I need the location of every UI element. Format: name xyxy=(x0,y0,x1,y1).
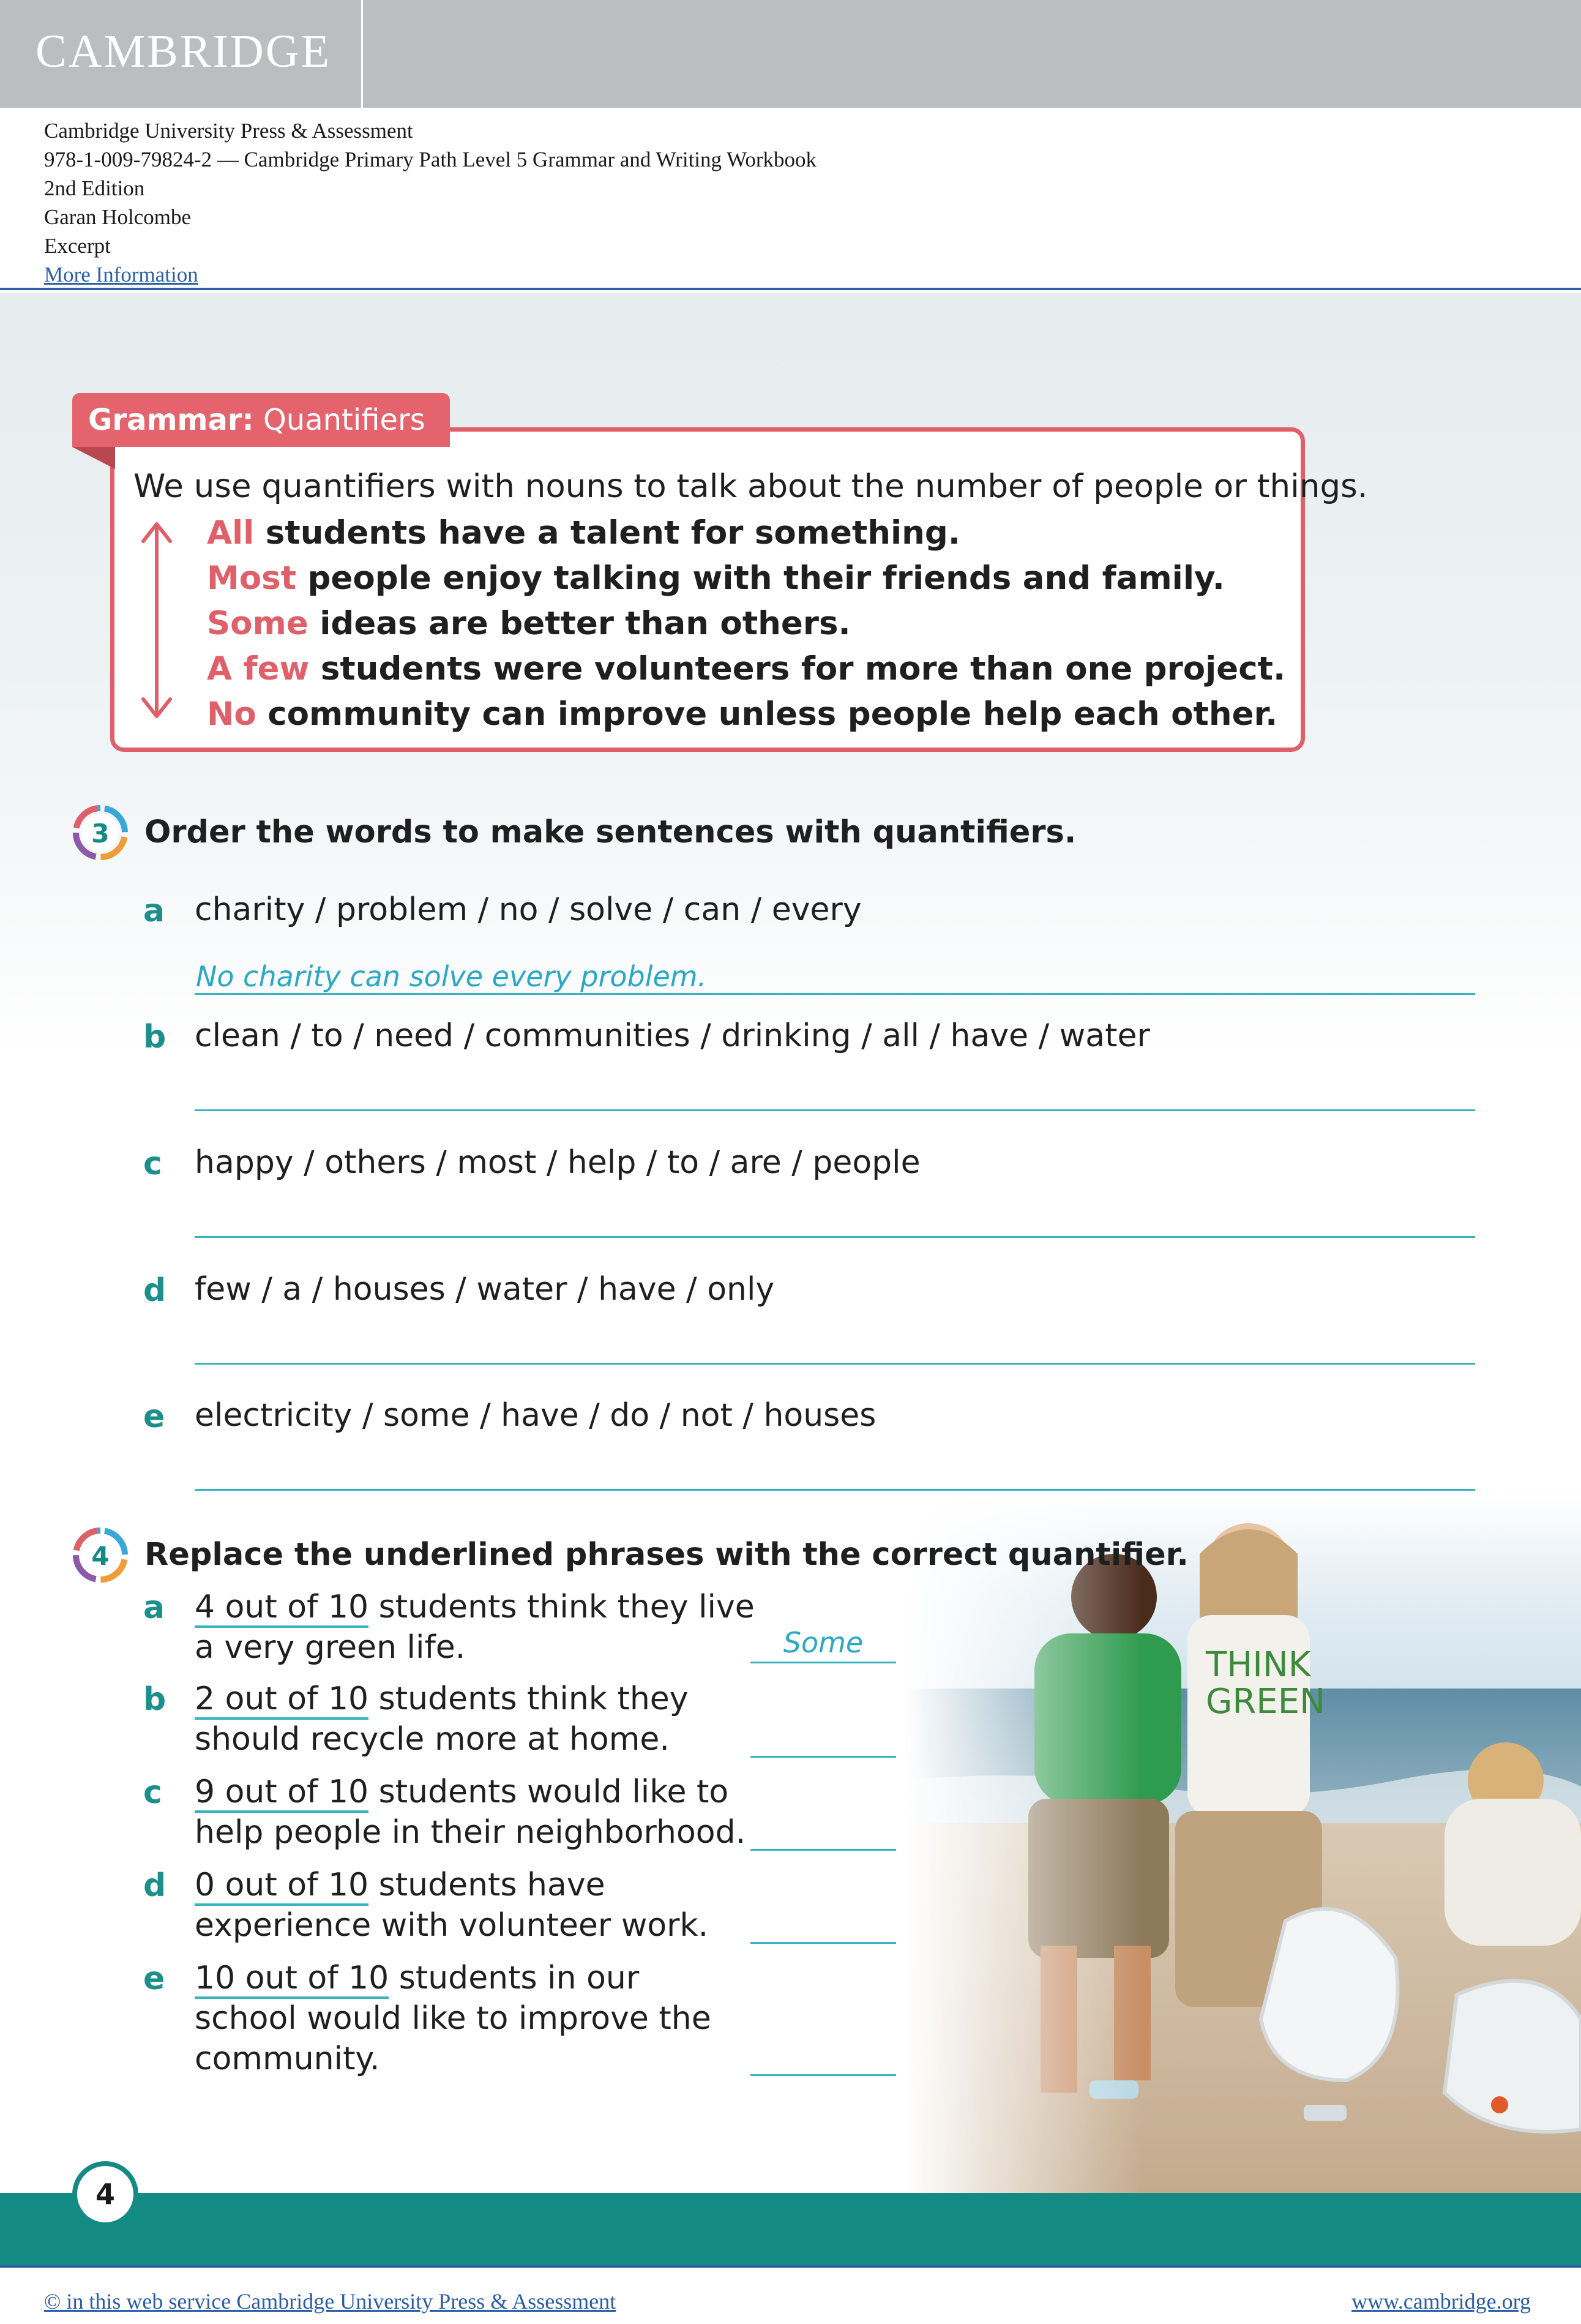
quantifier: No xyxy=(207,695,256,733)
word-prompt: electricity / some / have / do / not / houses xyxy=(195,1397,876,1434)
example-text: students were volunteers for more than one project. xyxy=(309,650,1286,688)
answer-line[interactable] xyxy=(195,1363,1475,1365)
item-text: a very green life. xyxy=(195,1629,466,1666)
workbook-page xyxy=(0,293,1581,2193)
word-prompt: clean / to / need / communities / drinking / all / have / water xyxy=(195,1018,1150,1054)
item-letter: d xyxy=(143,1867,166,1904)
answer-text[interactable]: No charity can solve every problem. xyxy=(196,960,707,993)
grammar-tab-fold xyxy=(72,447,115,469)
item-letter: e xyxy=(143,1960,165,1997)
underlined-phrase: 4 out of 10 xyxy=(195,1589,368,1628)
grammar-example xyxy=(207,695,1277,733)
underlined-phrase: 10 out of 10 xyxy=(195,1960,389,1999)
item-text: students would like to xyxy=(368,1774,729,1810)
beach-cleanup-photo xyxy=(906,1493,1581,2193)
word-prompt: charity / problem / no / solve / can / every xyxy=(195,891,862,928)
item-text: students think they xyxy=(368,1681,689,1717)
answer-line[interactable] xyxy=(195,1109,1475,1111)
answer-text[interactable]: Some xyxy=(783,1626,864,1659)
quantifier: A few xyxy=(207,650,310,688)
example-text: people enjoy talking with their friends and family. xyxy=(296,560,1225,597)
exercise-number: 3 xyxy=(91,819,110,849)
item-letter: b xyxy=(143,1681,166,1718)
answer-line[interactable] xyxy=(750,1662,896,1663)
item-letter: a xyxy=(143,893,165,929)
item-text: students think they live xyxy=(368,1589,755,1625)
exercise-4-title: Replace the underlined phrases with the correct quantifier. xyxy=(144,1537,1189,1573)
book-metadata xyxy=(44,116,817,289)
answer-line[interactable] xyxy=(750,1942,896,1944)
replace-item xyxy=(195,1679,689,1760)
quantifier: All xyxy=(207,514,255,552)
publisher-name: Cambridge University Press & Assessment xyxy=(44,119,413,143)
replace-item xyxy=(195,1772,746,1853)
publisher-header-bar xyxy=(0,0,1581,108)
header-rule xyxy=(0,288,1581,290)
item-letter: d xyxy=(143,1272,166,1309)
more-information-link[interactable]: More Information xyxy=(44,263,198,287)
grammar-example xyxy=(207,514,960,552)
replace-item xyxy=(195,1958,711,2079)
grammar-example xyxy=(207,560,1225,597)
item-letter: c xyxy=(143,1145,162,1182)
word-prompt: few / a / houses / water / have / only xyxy=(195,1271,775,1308)
cambridge-logo: CAMBRIDGE xyxy=(36,26,332,77)
grammar-intro: We use quantifiers with nouns to talk about the number of people or things. xyxy=(133,468,1368,505)
author: Garan Holcombe xyxy=(44,205,192,229)
item-letter: c xyxy=(143,1774,162,1811)
item-text: experience with volunteer work. xyxy=(195,1907,709,1944)
grammar-example xyxy=(207,650,1285,688)
answer-line[interactable] xyxy=(750,2074,896,2076)
replace-item xyxy=(195,1587,755,1668)
grammar-topic: Quantifiers xyxy=(253,403,425,437)
quantifier: Most xyxy=(207,560,297,597)
grammar-example xyxy=(207,605,851,642)
grammar-tab xyxy=(72,393,450,447)
double-arrow-icon xyxy=(138,519,175,721)
exercise-number: 4 xyxy=(91,1541,110,1571)
answer-line[interactable] xyxy=(750,1849,896,1851)
edition: 2nd Edition xyxy=(44,176,145,200)
exercise-number-icon xyxy=(71,1526,130,1584)
item-text: should recycle more at home. xyxy=(195,1721,670,1758)
cambridge-website-link[interactable]: www.cambridge.org xyxy=(1351,2289,1531,2314)
quantifier: Some xyxy=(207,605,308,642)
answer-line[interactable] xyxy=(750,1756,896,1758)
example-text: students have a talent for something. xyxy=(254,514,960,552)
grammar-tab-label: Grammar: xyxy=(88,403,254,437)
answer-line[interactable] xyxy=(195,1236,1475,1238)
item-text: school would like to improve the xyxy=(195,2000,711,2037)
page-footer-band xyxy=(0,2193,1581,2266)
underlined-phrase: 9 out of 10 xyxy=(195,1774,368,1813)
replace-item xyxy=(195,1865,708,1946)
item-text: community. xyxy=(195,2041,380,2077)
exercise-number-icon xyxy=(71,803,130,862)
exercise-3-title: Order the words to make sentences with quantifiers. xyxy=(144,814,1077,850)
item-text: students in our xyxy=(389,1960,640,1996)
example-text: ideas are better than others. xyxy=(308,605,851,642)
page-number: 4 xyxy=(72,2161,138,2227)
header-divider xyxy=(361,0,363,108)
excerpt-label: Excerpt xyxy=(44,234,111,258)
item-text: help people in their neighborhood. xyxy=(195,1814,746,1851)
item-text: students have xyxy=(368,1867,605,1903)
underlined-phrase: 2 out of 10 xyxy=(195,1681,368,1720)
answer-line[interactable] xyxy=(195,993,1475,995)
item-letter: a xyxy=(143,1589,165,1626)
copyright-link[interactable]: © in this web service Cambridge University Press & Assessment xyxy=(44,2289,616,2314)
example-text: community can improve unless people help each other. xyxy=(256,695,1278,733)
footer-rule xyxy=(0,2265,1581,2268)
item-letter: e xyxy=(143,1398,165,1435)
underlined-phrase: 0 out of 10 xyxy=(195,1867,368,1906)
answer-line[interactable] xyxy=(195,1489,1475,1491)
isbn-title: 978-1-009-79824-2 — Cambridge Primary Path Level 5 Grammar and Writing Workbook xyxy=(44,148,817,171)
word-prompt: happy / others / most / help / to / are / people xyxy=(195,1144,921,1181)
item-letter: b xyxy=(143,1019,166,1055)
